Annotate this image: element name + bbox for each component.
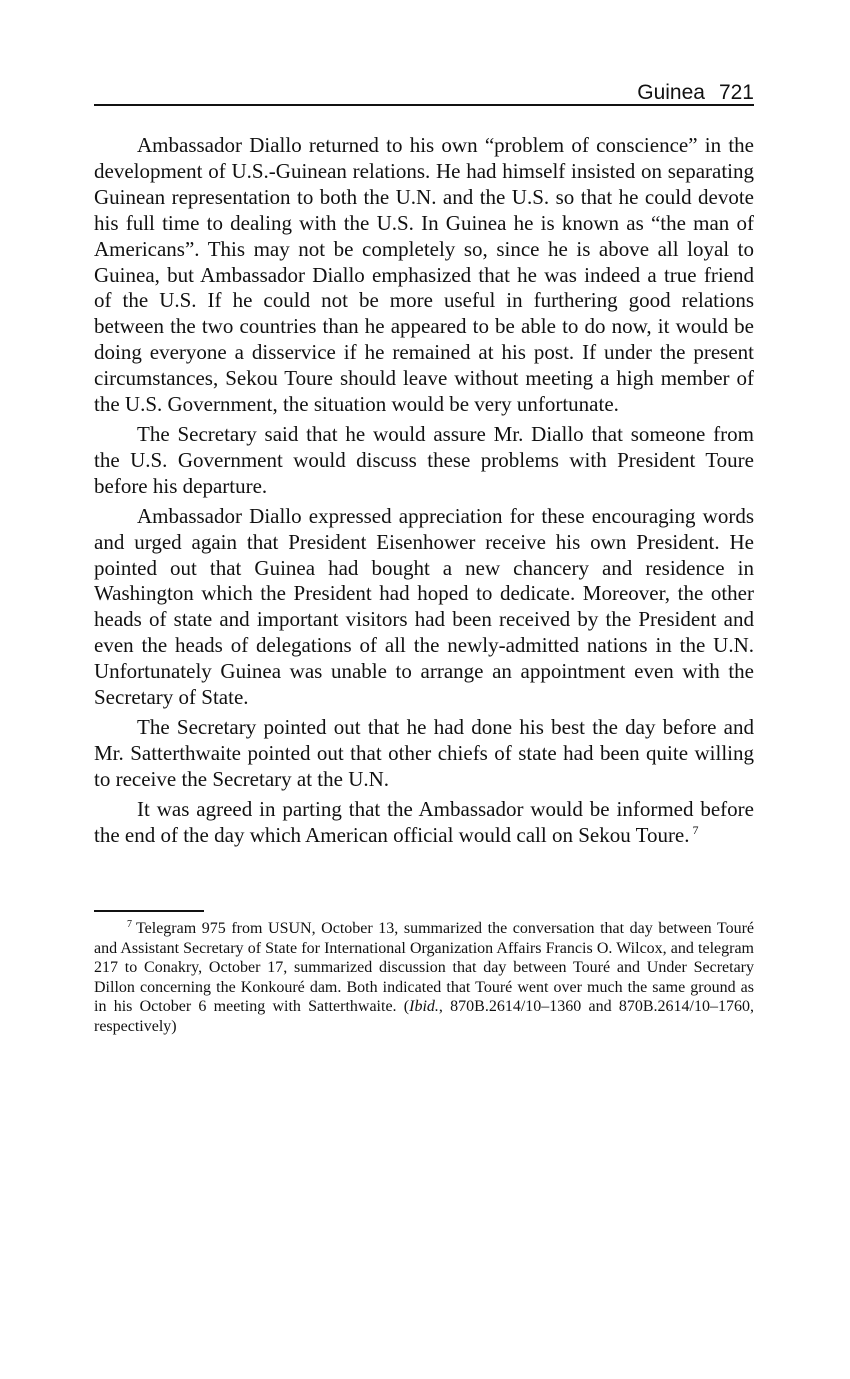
footnote-rule	[94, 910, 204, 912]
footnote-reference: 7	[692, 822, 699, 837]
paragraph-3: Ambassador Diallo expressed appreciation for these encouraging words and urged again that President Eisenhower receive his own President. He pointed out that Guinea had bought a new chancery and residence in Washington which the President had hoped to dedicate. Moreover, the other heads of state and important visitors had been received by the President and even the heads of delegations of all the newly-admitted nations in the U.N. Unfortunately Guinea was unable to arrange an appointment even with the Secretary of State.	[94, 503, 754, 710]
footnote-citation: , 870B.2614/10–1360 and 870B.2614/10–1760, respectively)	[94, 998, 754, 1035]
paragraph-1: Ambassador Diallo returned to his own “problem of conscience” in the development of U.S.-Guinean relations. He had himself insisted on separating Guinean representation to both the U.N. and the U.S. so that he could devote his full time to dealing with the U.S. In Guinea he is known as “the man of Americans”. This may not be completely so, since he is above all loyal to Guinea, but Ambassador Diallo emphasized that he was indeed a true friend of the U.S. If he could not be more useful in furthering good relations between the two countries than he appeared to be able to do now, it would be doing everyone a disservice if he remained at his post. If under the present circumstances, Sekou Toure should leave without meeting a high member of the U.S. Government, the situation would be very unfortunate.	[94, 133, 754, 417]
paragraph-5	[94, 797, 754, 849]
running-head	[637, 80, 754, 106]
page-number: 721	[718, 81, 754, 104]
footnote-text: Telegram 975 from USUN, October 13, summarized the conversation that day between Touré and Assistant Secretary of State for International Organization Affairs Francis O. Wilcox, and telegram 217 to Conakry, October 17, summarized discussion that day between Touré and Under Secretary Dillon concerning the Konkouré dam. Both indicated that Touré went over much the same ground as in his October 6 meeting with Satterthwaite. (	[94, 920, 754, 1016]
body-text	[94, 133, 754, 848]
header-rule	[94, 104, 754, 106]
footnote	[94, 919, 754, 1037]
paragraph-5-text: It was agreed in parting that the Ambassador would be informed before the end of the day which American official would call on Sekou Toure.	[94, 796, 754, 847]
footnote-ibid: Ibid.	[409, 998, 439, 1016]
paragraph-2: The Secretary said that he would assure Mr. Diallo that someone from the U.S. Government would discuss these problems with President Toure before his departure.	[94, 421, 754, 498]
footnote-marker: 7	[127, 919, 132, 930]
running-head-section: Guinea	[637, 81, 705, 104]
paragraph-4: The Secretary pointed out that he had done his best the day before and Mr. Satterthwaite pointed out that other chiefs of state had been quite willing to receive the Secretary at the U.N.	[94, 714, 754, 791]
